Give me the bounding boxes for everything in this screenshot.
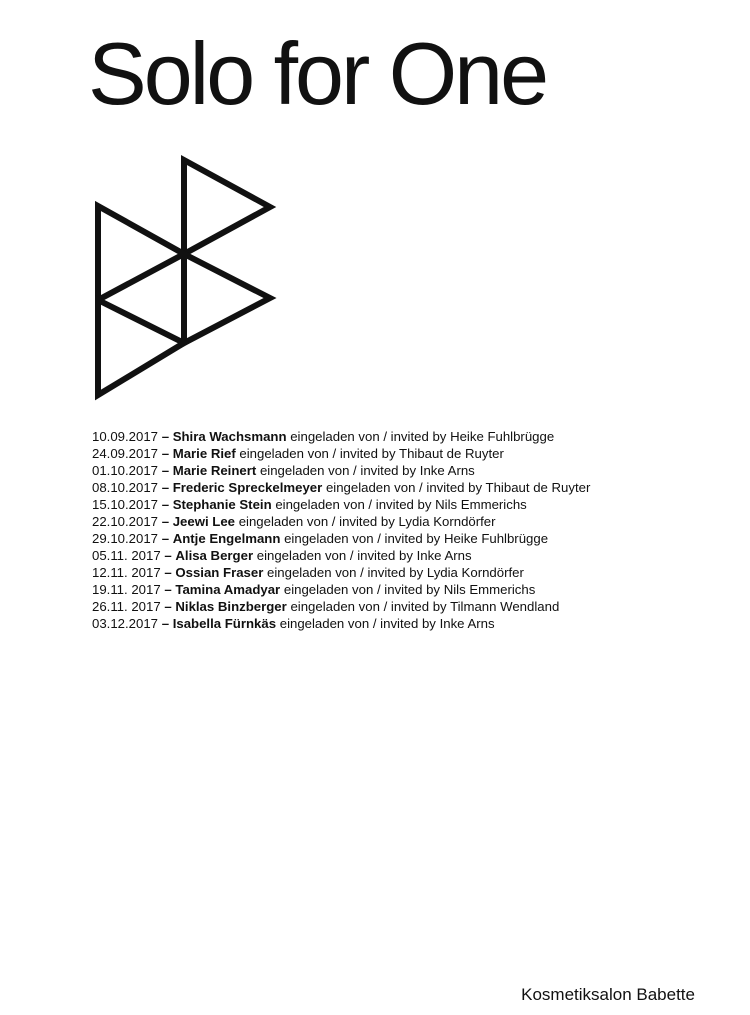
event-date: 19.11. 2017 <box>92 582 161 597</box>
event-row <box>92 615 590 632</box>
event-phrase: eingeladen von / invited by <box>256 548 413 563</box>
event-curator: Inke Arns <box>419 463 475 478</box>
event-phrase: eingeladen von / invited by <box>239 446 396 461</box>
event-artist: Antje Engelmann <box>172 531 281 546</box>
venue-name: Kosmetiksalon Babette <box>521 985 695 1004</box>
event-date: 03.12.2017 <box>92 616 159 631</box>
event-curator: Thibaut de Ruyter <box>399 446 504 461</box>
event-artist: Isabella Fürnkäs <box>172 616 277 631</box>
event-artist: Marie Rief <box>172 446 236 461</box>
triangle-logo-icon <box>92 150 282 405</box>
event-phrase: eingeladen von / invited by <box>267 565 424 580</box>
event-separator: – <box>161 446 170 461</box>
event-artist: Niklas Binzberger <box>175 599 287 614</box>
event-phrase: eingeladen von / invited by <box>279 616 436 631</box>
event-row <box>92 581 590 598</box>
event-artist: Alisa Berger <box>175 548 254 563</box>
event-schedule <box>92 428 590 632</box>
event-separator: – <box>161 514 170 529</box>
event-date: 29.10.2017 <box>92 531 159 546</box>
event-row <box>92 530 590 547</box>
event-curator: Heike Fuhlbrügge <box>443 531 549 546</box>
event-separator: – <box>161 480 170 495</box>
event-separator: – <box>161 463 170 478</box>
event-phrase: eingeladen von / invited by <box>284 531 441 546</box>
event-curator: Heike Fuhlbrügge <box>450 429 555 444</box>
event-row <box>92 564 590 581</box>
event-phrase: eingeladen von / invited by <box>290 429 447 444</box>
event-artist: Tamina Amadyar <box>175 582 281 597</box>
event-artist: Jeewi Lee <box>172 514 236 529</box>
event-date: 10.09.2017 <box>92 429 159 444</box>
poster-title: Solo for One <box>88 24 547 123</box>
event-artist: Shira Wachsmann <box>172 429 287 444</box>
event-date: 22.10.2017 <box>92 514 159 529</box>
event-row <box>92 462 590 479</box>
event-phrase: eingeladen von / invited by <box>325 480 483 495</box>
event-curator: Nils Emmerichs <box>435 497 527 512</box>
event-phrase: eingeladen von / invited by <box>290 599 447 614</box>
event-artist: Frederic Spreckelmeyer <box>172 480 323 495</box>
event-date: 26.11. 2017 <box>92 599 161 614</box>
event-row <box>92 598 590 615</box>
event-separator: – <box>164 582 172 597</box>
event-separator: – <box>161 531 170 546</box>
event-artist: Stephanie Stein <box>172 497 272 512</box>
event-curator: Lydia Korndörfer <box>426 565 524 580</box>
event-curator: Nils Emmerichs <box>443 582 536 597</box>
event-date: 24.09.2017 <box>92 446 159 461</box>
event-separator: – <box>164 548 172 563</box>
event-curator: Tilmann Wendland <box>450 599 560 614</box>
event-curator: Lydia Korndörfer <box>398 514 496 529</box>
event-curator: Inke Arns <box>439 616 495 631</box>
event-separator: – <box>164 599 172 614</box>
event-phrase: eingeladen von / invited by <box>238 514 395 529</box>
event-date: 08.10.2017 <box>92 480 159 495</box>
event-phrase: eingeladen von / invited by <box>283 582 441 597</box>
event-curator: Thibaut de Ruyter <box>485 480 591 495</box>
event-phrase: eingeladen von / invited by <box>275 497 432 512</box>
event-date: 15.10.2017 <box>92 497 159 512</box>
event-date: 01.10.2017 <box>92 463 159 478</box>
event-row <box>92 479 590 496</box>
event-curator: Inke Arns <box>416 548 472 563</box>
event-date: 12.11. 2017 <box>92 565 161 580</box>
event-row <box>92 513 590 530</box>
event-separator: – <box>161 497 170 512</box>
event-separator: – <box>161 616 170 631</box>
event-row <box>92 547 590 564</box>
event-separator: – <box>161 429 170 444</box>
event-row <box>92 496 590 513</box>
event-row <box>92 428 590 445</box>
event-separator: – <box>164 565 172 580</box>
event-row <box>92 445 590 462</box>
event-date: 05.11. 2017 <box>92 548 161 563</box>
event-artist: Ossian Fraser <box>175 565 264 580</box>
event-phrase: eingeladen von / invited by <box>259 463 417 478</box>
event-artist: Marie Reinert <box>172 463 257 478</box>
